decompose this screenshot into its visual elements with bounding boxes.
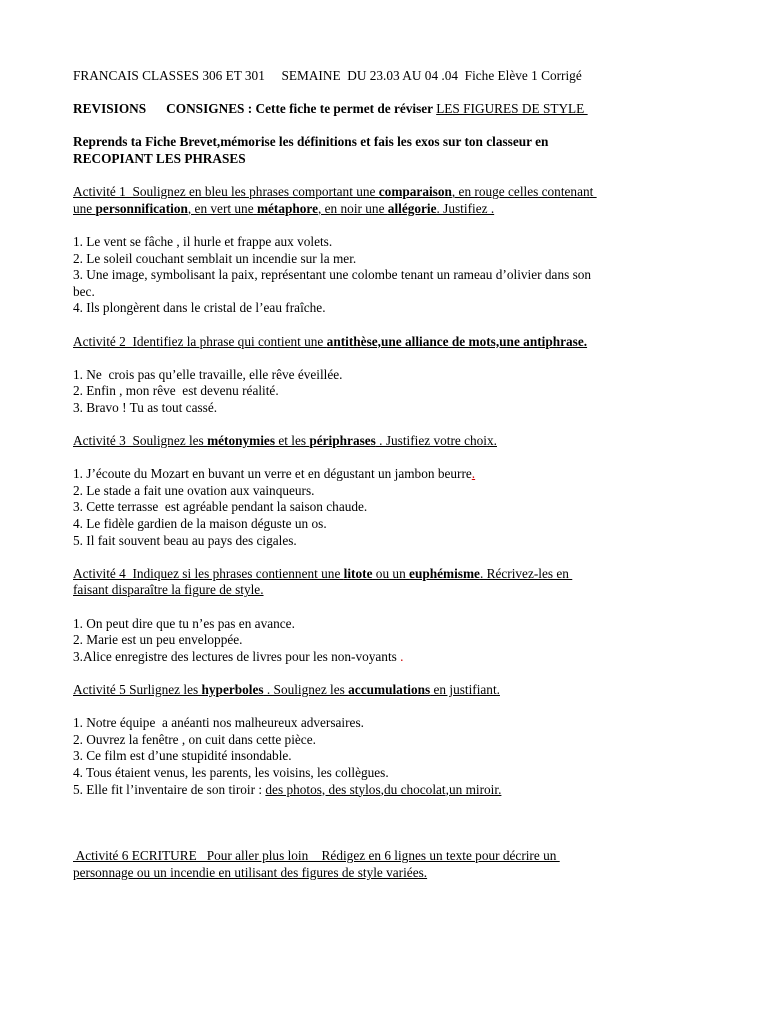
item-text: 3.Alice enregistre des lectures de livres pour les non-voyants: [73, 648, 401, 664]
activity-2-text: Activité 2 Identifiez la phrase qui contient une: [73, 333, 327, 349]
activity-4-title-line-2: faisant disparaître la figure de style.: [73, 582, 264, 598]
item-punctuation: .: [471, 466, 476, 482]
activity-5-text: Activité 5 Surlignez les: [73, 681, 202, 697]
item-text: 4. Le fidèle gardien de la maison: [73, 516, 248, 532]
keyword-periphrases: périphrases: [309, 433, 376, 449]
activity-4-text: Activité 4 Indiquez si les phrases contiennent une: [73, 565, 344, 581]
list-item: 1. Le vent se fâche , il hurle et frappe aux volets.: [73, 233, 333, 249]
keyword-metonymies: métonymies: [207, 433, 276, 449]
list-item: [73, 516, 693, 533]
activity-1-title-line-2: [73, 201, 693, 218]
list-item: 3. Ce film est d’une stupidité insondable.: [73, 748, 292, 764]
revisions-label: REVISIONS: [73, 101, 147, 117]
header-line: FRANCAIS CLASSES 306 ET 301 SEMAINE DU 23.03 AU 04 .04 Fiche Elève 1 Corrigé: [73, 68, 582, 83]
activity-5: [73, 682, 693, 798]
list-item: 2. Le stade a fait une ovation aux vainqueurs.: [73, 482, 315, 498]
activity-5-title: [73, 682, 693, 699]
item-punctuation: .: [400, 648, 404, 664]
keyword-hyperboles: hyperboles: [201, 681, 264, 697]
item-text: 5. Elle fit l’inventaire de son tiroir :: [73, 781, 266, 797]
activity-3-text: Activité 3 Soulignez les: [73, 433, 208, 449]
activity-4-text: ou un: [372, 565, 410, 581]
list-item: 1. Notre équipe a anéanti nos malheureux adversaires.: [73, 715, 364, 731]
activity-5-text: en justifiant.: [430, 681, 500, 697]
keyword-accumulations: accumulations: [348, 681, 431, 697]
consignes-text: CONSIGNES : Cette fiche te permet de réviser: [166, 101, 437, 117]
activity-6: [73, 848, 693, 881]
list-item: [73, 466, 693, 483]
list-item: 1. On peut dire que tu n’es pas en avance.: [73, 615, 295, 631]
instructions-line-1: Reprends ta Fiche Brevet,mémorise les définitions et fais les exos sur ton classeur en: [73, 134, 549, 150]
list-item: 2. Marie est un peu enveloppée.: [73, 632, 243, 648]
activity-6-line-2: personnage ou un incendie en utilisant des figures de style variées.: [73, 864, 428, 880]
activity-3-text: et les: [275, 433, 310, 449]
activity-3-text: . Justifiez votre choix.: [375, 433, 497, 449]
list-item: 4. Ils plongèrent dans le cristal de l’eau fraîche.: [73, 300, 326, 316]
keyword-euphemisme: euphémisme: [409, 565, 480, 581]
list-item: [73, 782, 693, 799]
list-item: 3. Cette terrasse est agréable pendant la saison chaude.: [73, 499, 368, 515]
activity-2-title: [73, 334, 693, 351]
list-item: 4. Tous étaient venus, les parents, les voisins, les collègues.: [73, 764, 389, 780]
activity-3-title: [73, 433, 693, 450]
activity-1-text: une: [73, 200, 96, 216]
activity-1-text: . Justifiez .: [436, 200, 495, 216]
list-item: 2. Ouvrez la fenêtre , on cuit dans cette pièce.: [73, 731, 316, 747]
activity-6-line-1: Activité 6 ECRITURE Pour aller plus loin Rédigez en 6 lignes un texte pour décrire un: [73, 848, 560, 864]
list-item: 3. Une image, symbolisant la paix, représentant une colombe tenant un rameau d’olivier dans son: [73, 267, 592, 283]
list-item: 1. Ne crois pas qu’elle travaille, elle rêve éveillée.: [73, 366, 343, 382]
activity-1-text: , en vert une: [187, 200, 257, 216]
activity-3: [73, 433, 693, 549]
instructions-line-2: RECOPIANT LES PHRASES: [73, 150, 246, 166]
activity-1: [73, 184, 693, 317]
revisions-line: [73, 101, 693, 118]
activity-1-title-line-1: [73, 184, 693, 201]
item-text: en buvant un verre et en dégustant un jambon beurre: [188, 466, 472, 482]
keyword-antithese: antithèse,une alliance de mots,une antiphrase.: [326, 333, 588, 349]
item-text: 1. J’écoute du Mozart: [73, 466, 189, 482]
activity-1-text: , en rouge celles contenant: [451, 184, 597, 200]
keyword-comparaison: comparaison: [378, 184, 452, 200]
item-text: déguste un os.: [247, 516, 327, 532]
item-underlined-text: des photos, des stylos,du chocolat,un miroir.: [265, 781, 502, 797]
activity-2: [73, 334, 693, 417]
list-item: [73, 649, 693, 666]
document-body: [73, 68, 693, 881]
keyword-metaphore: métaphore: [256, 200, 318, 216]
activity-5-text: . Soulignez les: [263, 681, 349, 697]
activity-1-text: Activité 1 Soulignez en bleu les phrases comportant une: [73, 184, 379, 200]
keyword-allegorie: allégorie: [387, 200, 437, 216]
keyword-personnification: personnification: [95, 200, 188, 216]
activity-1-text: , en noir une: [318, 200, 388, 216]
list-item: 3. Bravo ! Tu as tout cassé.: [73, 399, 218, 415]
activity-4-text: . Récrivez-les en: [479, 565, 573, 581]
list-item: bec.: [73, 283, 95, 299]
list-item: 2. Le soleil couchant semblait un incendie sur la mer.: [73, 250, 357, 266]
activity-4: [73, 566, 693, 666]
keyword-litote: litote: [343, 565, 373, 581]
activity-4-title-line-1: [73, 566, 693, 583]
topic-text: LES FIGURES DE STYLE: [436, 101, 588, 117]
list-item: 2. Enfin , mon rêve est devenu réalité.: [73, 383, 279, 399]
list-item: 5. Il fait souvent beau au pays des cigales.: [73, 532, 297, 548]
